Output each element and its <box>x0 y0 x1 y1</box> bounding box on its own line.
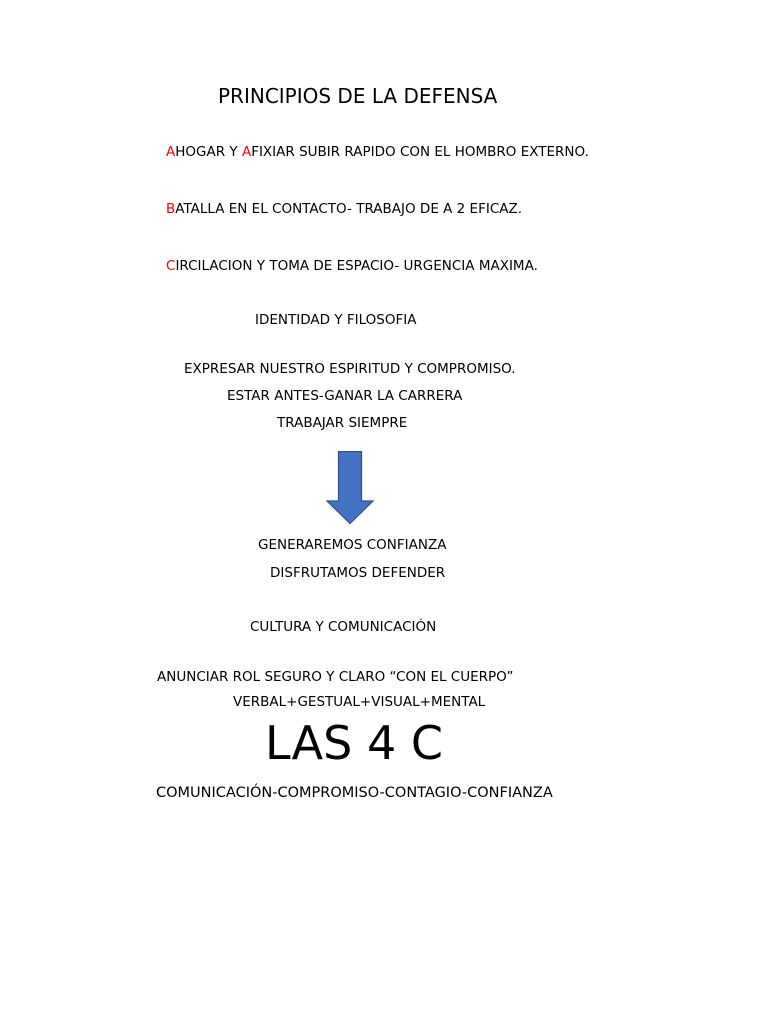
identity-heading: IDENTIDAD Y FILOSOFIA <box>255 312 417 328</box>
principle-c-text: IRCILACION Y TOMA DE ESPACIO- URGENCIA MAXIMA. <box>175 258 538 274</box>
culture-line-1: ANUNCIAR ROL SEGURO Y CLARO “CON EL CUERPO” <box>157 669 514 685</box>
result-line-1: GENERAREMOS CONFIANZA <box>258 537 447 553</box>
identity-line-2: ESTAR ANTES-GANAR LA CARRERA <box>227 388 463 404</box>
principle-c <box>166 260 538 274</box>
page-title: PRINCIPIOS DE LA DEFENSA <box>218 84 498 108</box>
identity-line-1: EXPRESAR NUESTRO ESPIRITUD Y COMPROMISO. <box>184 361 516 377</box>
result-line-2: DISFRUTAMOS DEFENDER <box>270 565 446 581</box>
down-arrow-icon <box>326 451 374 525</box>
principle-a-text-2: FIXIAR SUBIR RAPIDO CON EL HOMBRO EXTERNO. <box>251 144 589 160</box>
principle-a <box>166 146 589 160</box>
principle-b-initial: B <box>166 201 176 217</box>
principle-b <box>166 203 522 217</box>
principle-a-initial: A <box>166 144 176 160</box>
principle-a-text-1: HOGAR Y <box>175 144 242 160</box>
principle-b-text: ATALLA EN EL CONTACTO- TRABAJO DE A 2 EFICAZ. <box>175 201 523 217</box>
four-c-list: COMUNICACIÓN-COMPROMISO-CONTAGIO-CONFIANZA <box>156 785 553 801</box>
identity-line-3: TRABAJAR SIEMPRE <box>277 415 408 431</box>
culture-line-2: VERBAL+GESTUAL+VISUAL+MENTAL <box>233 694 486 710</box>
principle-c-initial: C <box>166 258 176 274</box>
down-arrow-shape <box>327 452 373 524</box>
culture-heading: CULTURA Y COMUNICACIÓN <box>250 619 437 635</box>
four-c-heading: LAS 4 C <box>265 716 443 770</box>
principle-a-initial-2: A <box>241 144 252 160</box>
